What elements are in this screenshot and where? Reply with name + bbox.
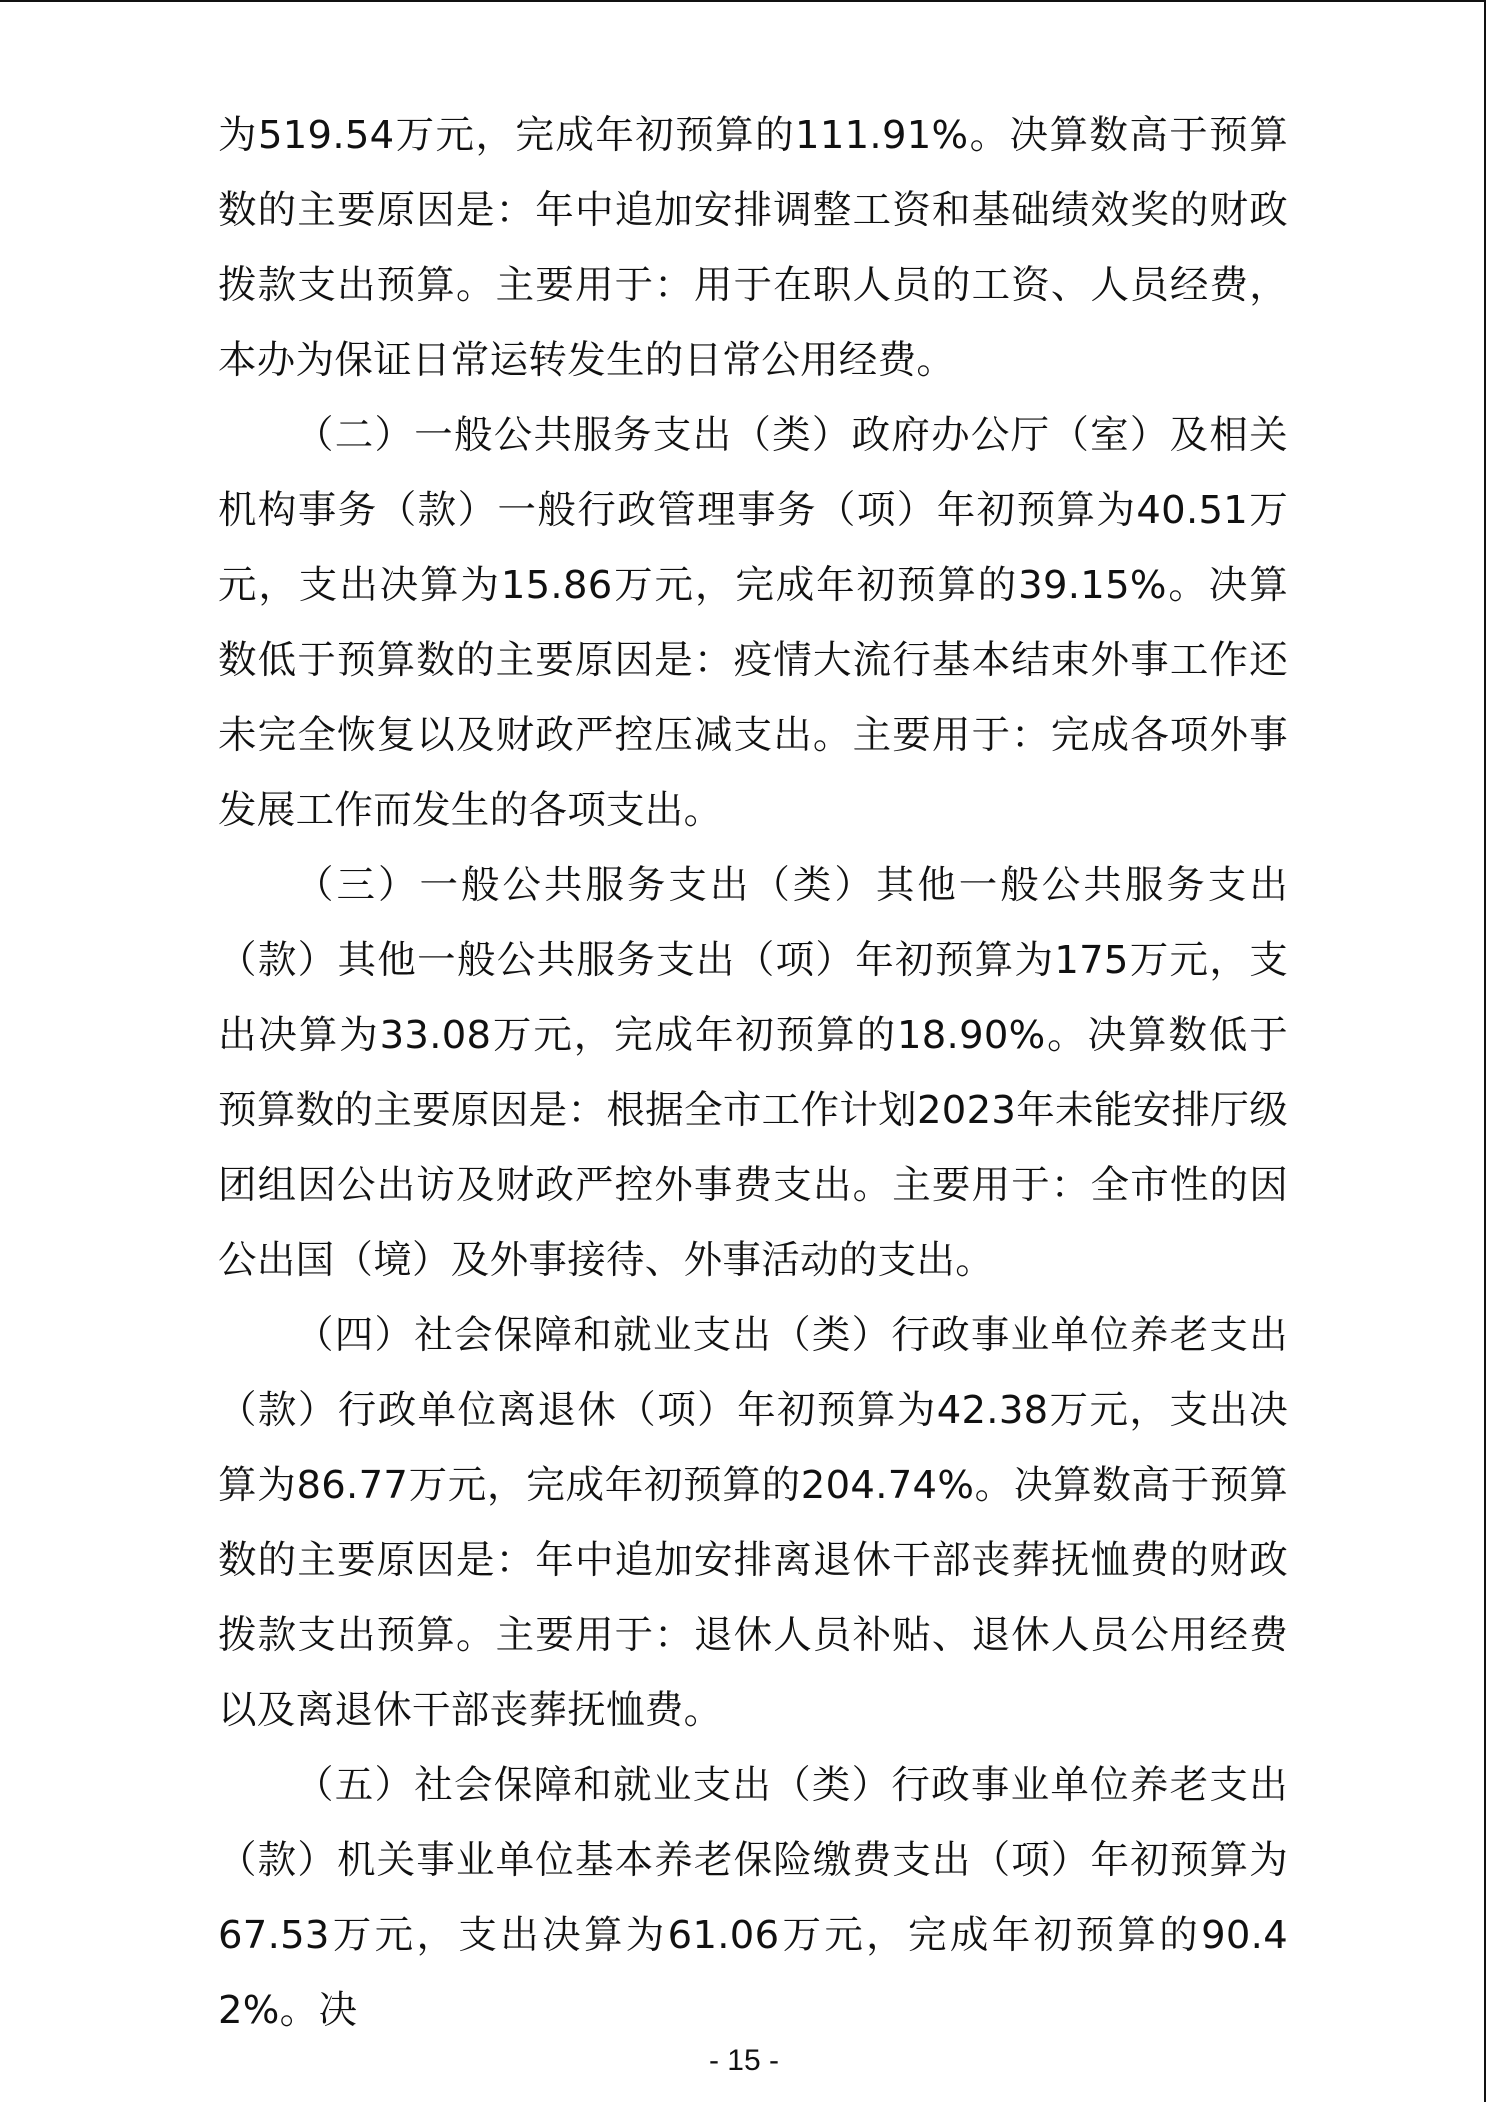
- document-body: [218, 98, 1288, 2048]
- paragraph-continuation: 为519.54万元，完成年初预算的111.91%。决算数高于预算数的主要原因是：年中追加安排调整工资和基础绩效奖的财政拨款支出预算。主要用于：用于在职人员的工资、人员经费，本办为保证日常运转发生的日常公用经费。: [218, 113, 1288, 383]
- paragraph-item-3: （三）一般公共服务支出（类）其他一般公共服务支出（款）其他一般公共服务支出（项）年初预算为175万元，支出决算为33.08万元，完成年初预算的18.90%。决算数低于预算数的主要原因是：根据全市工作计划2023年未能安排厅级团组因公出访及财政严控外事费支出。主要用于：全市性的因公出国（境）及外事接待、外事活动的支出。: [218, 863, 1288, 1283]
- paragraph-item-5: （五）社会保障和就业支出（类）行政事业单位养老支出（款）机关事业单位基本养老保险缴费支出（项）年初预算为67.53万元，支出决算为61.06万元，完成年初预算的90.42%。决: [218, 1763, 1288, 2033]
- page-number: - 15 -: [708, 2044, 780, 2077]
- paragraph-item-4: （四）社会保障和就业支出（类）行政事业单位养老支出（款）行政单位离退休（项）年初预算为42.38万元，支出决算为86.77万元，完成年初预算的204.74%。决算数高于预算数的主要原因是：年中追加安排离退休干部丧葬抚恤费的财政拨款支出预算。主要用于：退休人员补贴、退休人员公用经费以及离退休干部丧葬抚恤费。: [218, 1313, 1288, 1733]
- paragraph-item-2: （二）一般公共服务支出（类）政府办公厅（室）及相关机构事务（款）一般行政管理事务（项）年初预算为40.51万元，支出决算为15.86万元，完成年初预算的39.15%。决算数低于预算数的主要原因是：疫情大流行基本结束外事工作还未完全恢复以及财政严控压减支出。主要用于：完成各项外事发展工作而发生的各项支出。: [218, 413, 1288, 833]
